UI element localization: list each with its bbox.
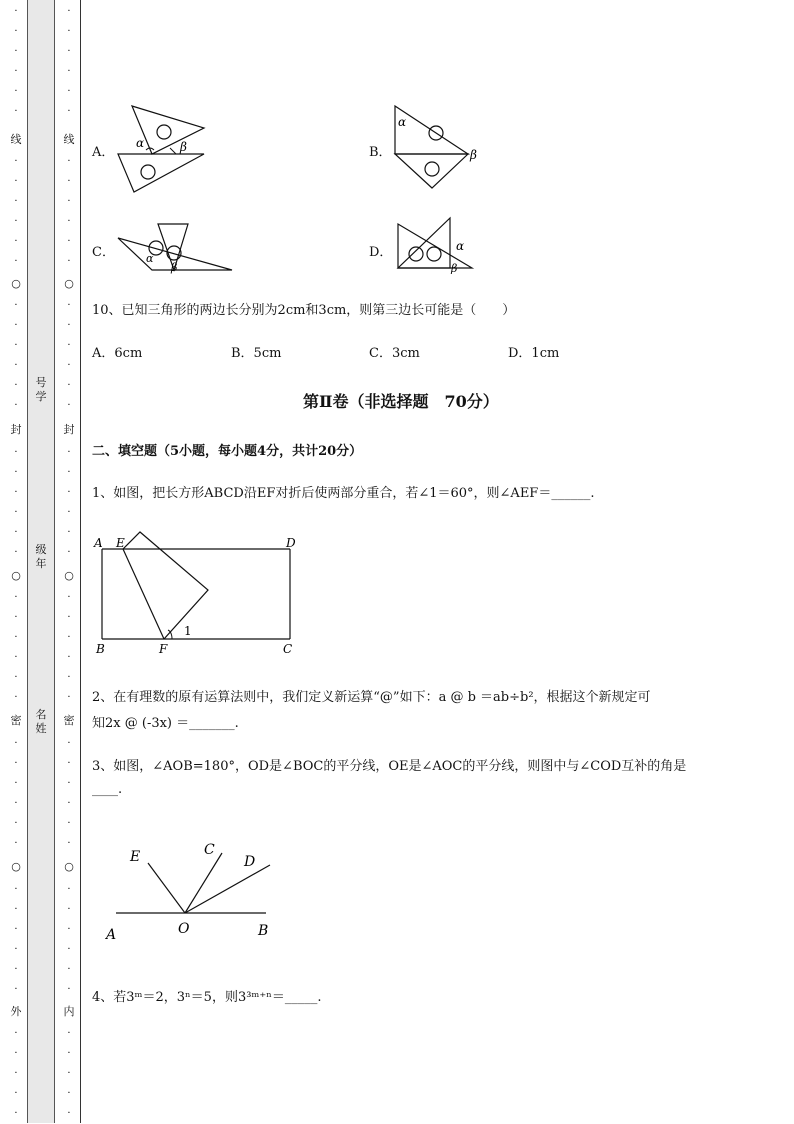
field-student-id: 号学	[35, 376, 47, 403]
point-e-label: E	[116, 536, 125, 550]
beta-label: β	[451, 262, 458, 274]
beta-label: β	[470, 148, 477, 162]
dot-leader: · · · · · ·	[14, 738, 18, 849]
point-d-label: D	[244, 854, 256, 870]
q9-option-d-label: D．	[369, 245, 393, 260]
alpha-label: α	[456, 239, 465, 253]
q10-option-a: A．6cm	[92, 346, 143, 361]
q2-line1: 2、在有理数的原有运算法则中，我们定义新运算“@”如下：a @ b ＝ab÷b²，根据这个新规定可	[92, 690, 651, 705]
binding-label-mi: 密	[63, 714, 75, 727]
dot-leader: · · · · · ·	[67, 592, 71, 703]
point-d-label: D	[286, 536, 296, 550]
binding-label-wai: 外	[10, 1005, 22, 1018]
dot-leader: · · · · · ·	[67, 300, 71, 411]
point-a-label: A	[106, 927, 117, 943]
binding-info-band	[27, 0, 55, 1123]
field-name: 名姓	[35, 708, 47, 735]
binding-label-feng: 封	[63, 423, 75, 436]
q1-stem: 1、如图，把长方形ABCD沿EF对折后使两部分重合，若∠1＝60°，则∠AEF＝______.	[92, 486, 595, 501]
dot-leader: · · · · · ·	[67, 447, 71, 558]
dot-leader: · · · · · ·	[14, 156, 18, 267]
q9-figure-b	[390, 102, 490, 202]
point-a-label: A	[94, 536, 103, 550]
q3-figure	[100, 835, 290, 945]
binding-label-mi: 密	[10, 714, 22, 727]
dot-leader: · · · · · ·	[14, 884, 18, 995]
point-e-label: E	[130, 849, 141, 865]
dot-leader: · · · · · ·	[67, 6, 71, 117]
binding-label-feng: 封	[10, 423, 22, 436]
dot-leader: · · · · · ·	[14, 300, 18, 411]
beta-label: β	[180, 140, 187, 154]
dot-leader: · · · · · ·	[14, 592, 18, 703]
dot-leader: · · · · ·	[14, 1028, 18, 1119]
point-f-label: F	[159, 642, 168, 656]
q9-option-a-label: A．	[92, 145, 115, 160]
q10-option-b: B．5cm	[231, 346, 282, 361]
point-o-label: O	[178, 921, 190, 937]
q9-option-c-label: C．	[92, 245, 115, 260]
binding-left-column	[9, 0, 23, 1123]
q3-line1: 3、如图，∠AOB=180°，OD是∠BOC的平分线，OE是∠AOC的平分线，则图中与∠COD互补的角是	[92, 759, 687, 774]
dot-leader: · · · · ·	[67, 1028, 71, 1119]
field-grade: 级年	[35, 543, 47, 570]
binding-right-column	[62, 0, 76, 1123]
section-heading: 二、填空题（5小题，每小题4分，共计20分）	[92, 444, 363, 459]
q9-figure-c	[112, 220, 242, 275]
binding-circle: ○	[11, 277, 21, 290]
q4-stem: 4、若3ᵐ＝2，3ⁿ＝5，则3³ᵐ⁺ⁿ＝_____.	[92, 990, 322, 1005]
binding-rule	[80, 0, 81, 1123]
binding-label-xian: 线	[63, 133, 75, 146]
binding-circle: ○	[64, 860, 74, 873]
binding-circle: ○	[11, 860, 21, 873]
q10-option-c: C．3cm	[369, 346, 420, 361]
q10-option-d: D．1cm	[508, 346, 560, 361]
point-b-label: B	[258, 923, 269, 939]
dot-leader: · · · · · ·	[14, 447, 18, 558]
q2-line2: 知2x @ (-3x) ＝_______.	[92, 716, 239, 731]
point-c-label: C	[283, 642, 293, 656]
q10-stem: 10、已知三角形的两边长分别为2cm和3cm，则第三边长可能是（ ）	[92, 303, 516, 318]
dot-leader: · · · · · ·	[67, 156, 71, 267]
binding-label-nei: 内	[63, 1005, 75, 1018]
part2-title: 第Ⅱ卷（非选择题 70分）	[303, 392, 499, 411]
beta-label: β	[171, 261, 178, 274]
binding-circle: ○	[11, 569, 21, 582]
binding-label-xian: 线	[10, 133, 22, 146]
binding-circle: ○	[64, 277, 74, 290]
q9-figure-a	[112, 100, 212, 195]
binding-circle: ○	[64, 569, 74, 582]
q9-option-b-label: B．	[369, 145, 392, 160]
q9-figure-d	[392, 216, 482, 274]
dot-leader: · · · · · ·	[67, 884, 71, 995]
alpha-label: α	[136, 136, 145, 150]
q3-line2: ____.	[92, 782, 123, 797]
angle-1-label: 1	[184, 624, 192, 638]
alpha-label: α	[146, 252, 154, 265]
alpha-label: α	[398, 115, 407, 129]
point-b-label: B	[96, 642, 105, 656]
dot-leader: · · · · · ·	[14, 6, 18, 117]
q1-figure	[92, 528, 312, 658]
dot-leader: · · · · · ·	[67, 738, 71, 849]
point-c-label: C	[204, 842, 215, 858]
